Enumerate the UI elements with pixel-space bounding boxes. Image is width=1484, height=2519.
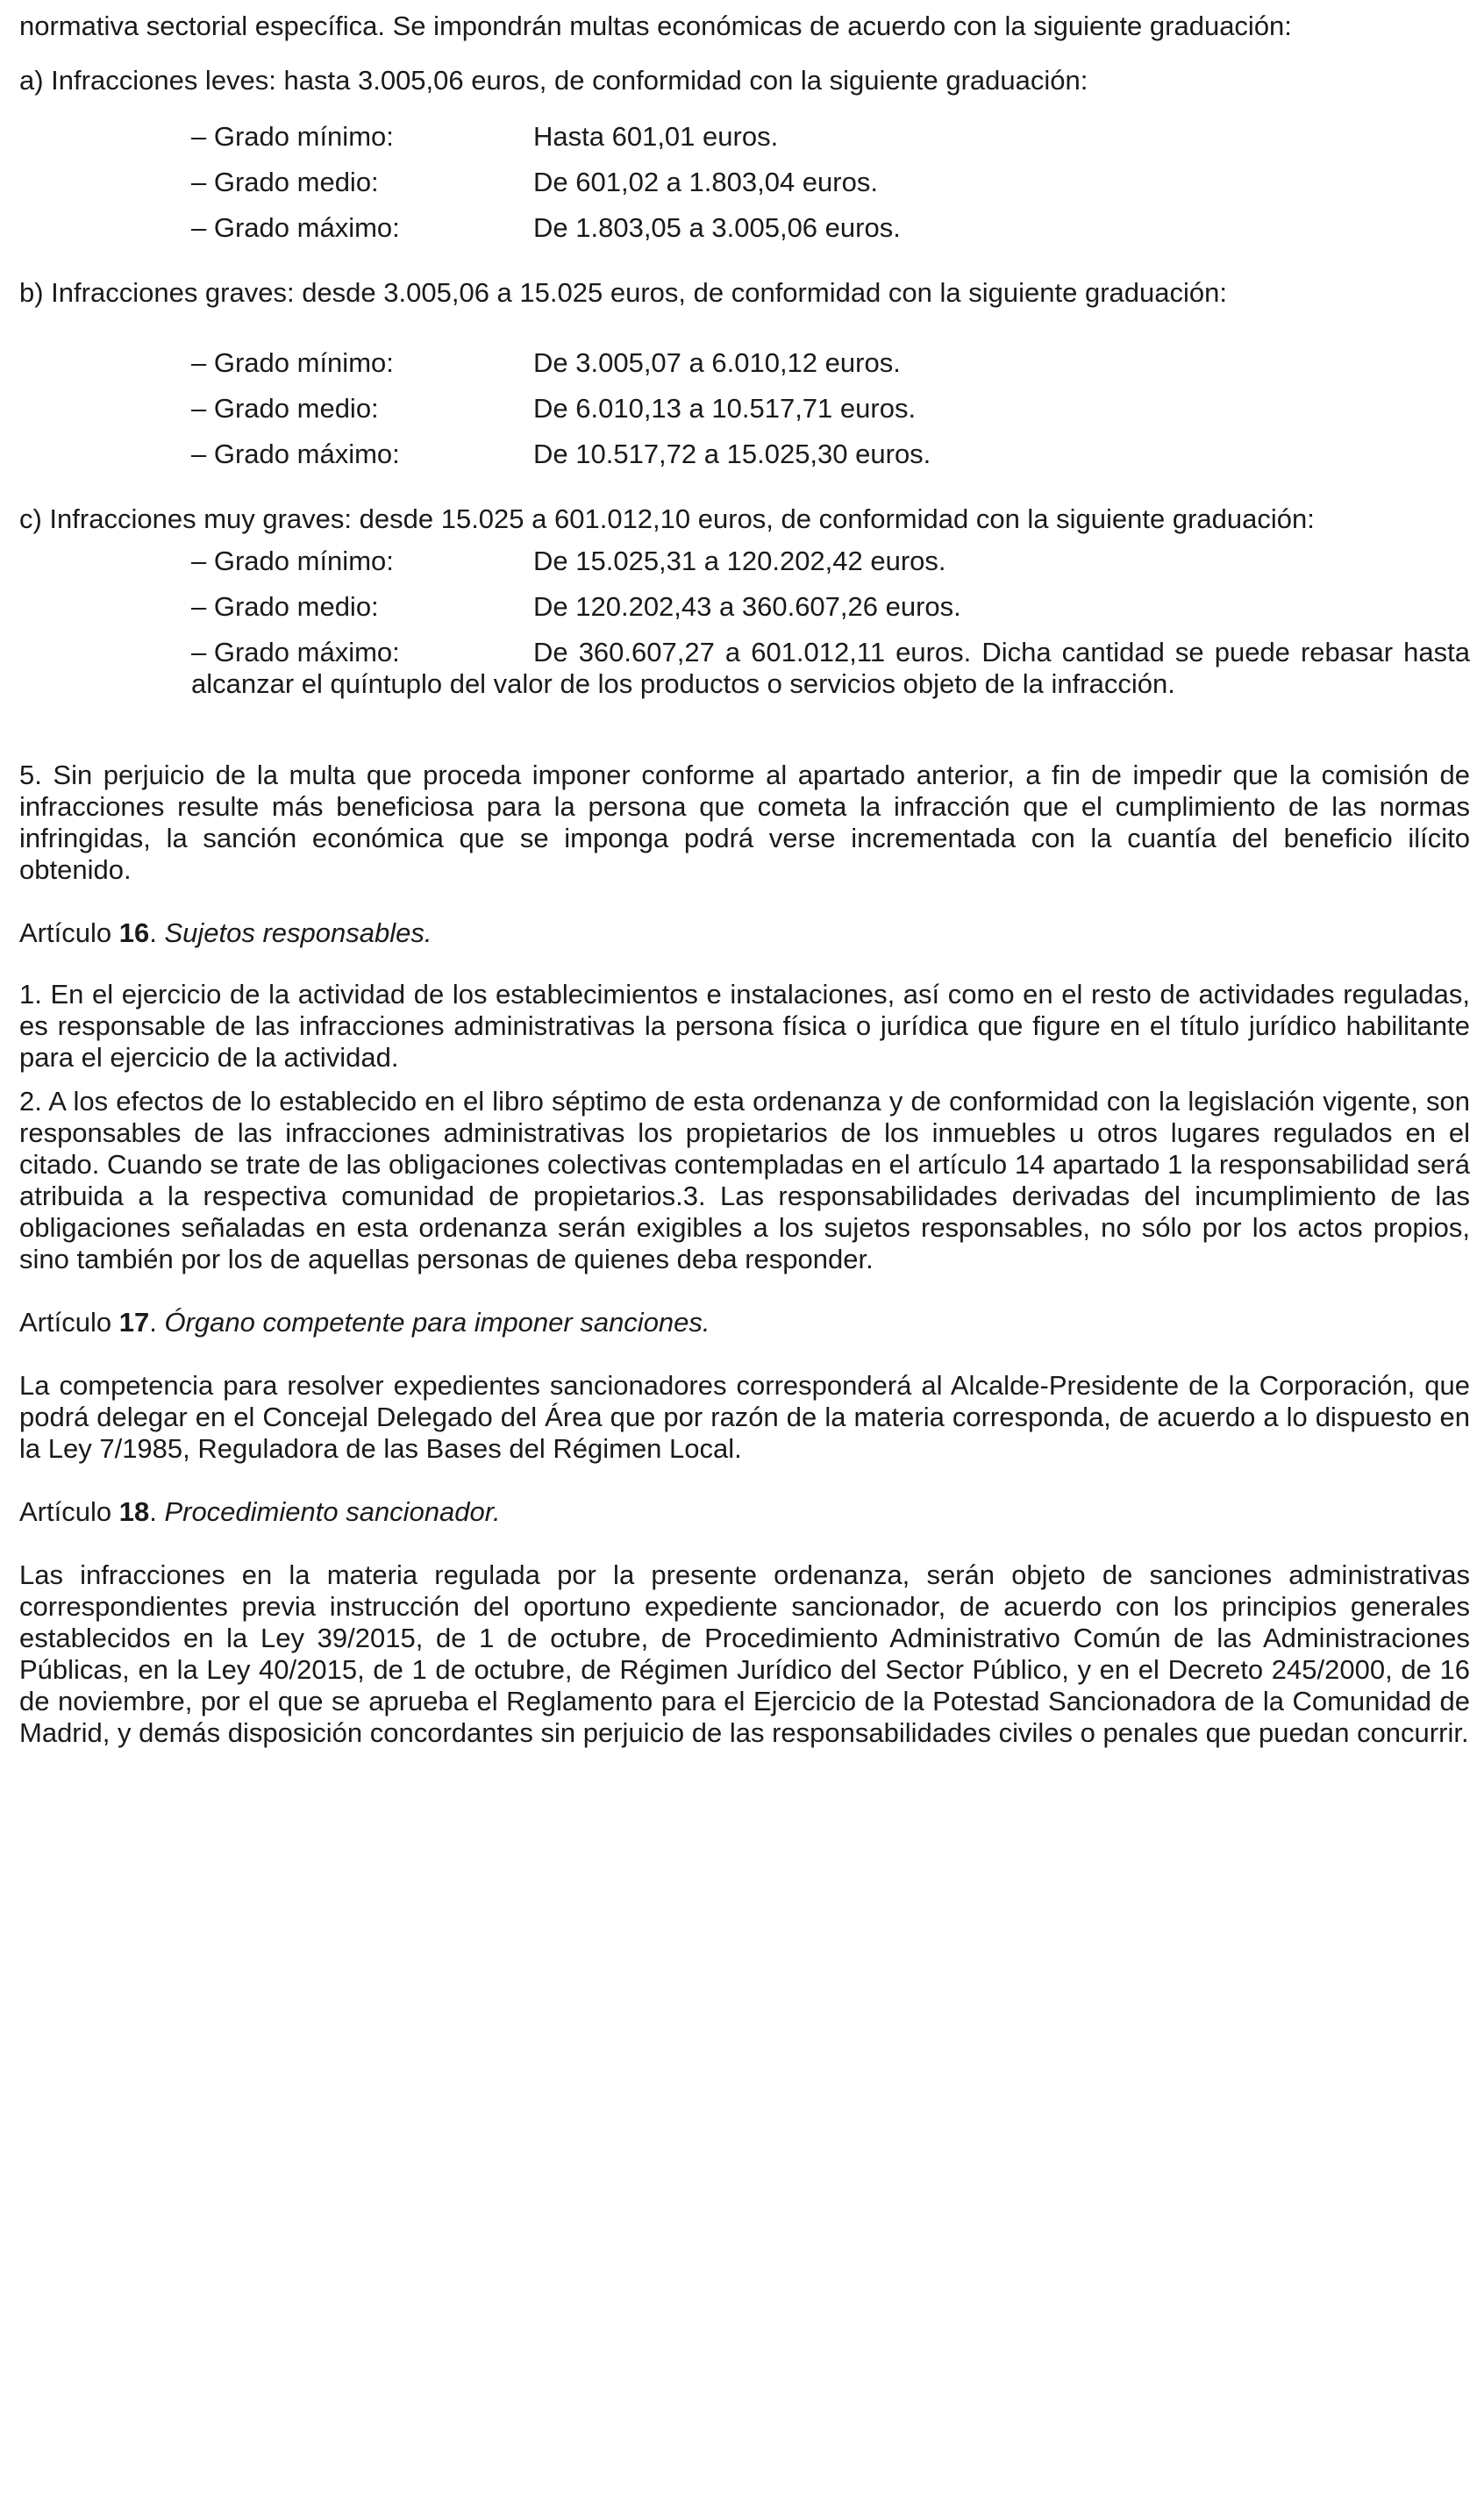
grade-label: – Grado máximo: [191, 637, 400, 667]
grade-label: – Grado máximo: [191, 212, 400, 243]
article-prefix: Artículo [19, 1307, 119, 1338]
infraction-c-grades [191, 546, 1470, 700]
grade-row [191, 546, 1470, 577]
article-title: Órgano competente para imponer sanciones. [164, 1307, 710, 1338]
article-17-paragraph-1: La competencia para resolver expedientes sancionadores corresponderá al Alcalde-Presidente de la Corporación, que podrá delegar en el Concejal Delegado del Área que por razón de la materia corresponda, de acuerdo a lo dispuesto en la Ley 7/1985, Reguladora de las Bases del Régimen Local. [19, 1370, 1470, 1464]
grade-value: De 15.025,31 a 120.202,42 euros. [533, 546, 946, 576]
grade-row [191, 121, 1470, 153]
grade-label: – Grado medio: [191, 591, 379, 622]
document-page [19, 11, 1470, 1749]
article-16-heading [19, 917, 1470, 949]
article-number: 16 [118, 917, 150, 948]
grade-row-wrapped [191, 637, 1470, 700]
article-18-paragraph-1: Las infracciones en la materia regulada por la presente ordenanza, serán objeto de sanciones administrativas correspondientes previa instrucción del oportuno expediente sancionador, de acuerdo con los principios generales establecidos en la Ley 39/2015, de 1 de octubre, de Procedimiento Administrativo Común de las Administraciones Públicas, en la Ley 40/2015, de 1 de octubre, de Régimen Jurídico del Sector Público, y en el Decreto 245/2000, de 16 de noviembre, por el que se aprueba el Reglamento para el Ejercicio de la Potestad Sancionadora de la Comunidad de Madrid, y demás disposición concordantes sin perjuicio de las responsabilidades civiles o penales que puedan concurrir. [19, 1559, 1470, 1748]
infraction-b-grades [191, 347, 1470, 470]
paragraph-5: 5. Sin perjuicio de la multa que proceda imponer conforme al apartado anterior, a fin de impedir que la comisión de infracciones resulte más beneficiosa para la persona que cometa la infracción que el cumplimiento de las normas infringidas, la sanción económica que se imponga podrá verse incrementada con la cuantía del beneficio ilícito obtenido. [19, 760, 1470, 885]
grade-value: De 3.005,07 a 6.010,12 euros. [533, 347, 901, 378]
article-separator: . [149, 1307, 165, 1338]
grade-value: De 10.517,72 a 15.025,30 euros. [533, 439, 931, 469]
article-18-heading [19, 1496, 1470, 1528]
article-number: 18 [118, 1496, 150, 1527]
grade-label: – Grado medio: [191, 393, 379, 424]
article-separator: . [149, 1496, 165, 1527]
article-17-heading [19, 1307, 1470, 1338]
grade-label: – Grado máximo: [191, 439, 400, 469]
grade-label: – Grado medio: [191, 167, 379, 197]
article-separator: . [149, 917, 165, 948]
article-number: 17 [118, 1307, 150, 1338]
article-title: Procedimiento sancionador. [164, 1496, 501, 1527]
infraction-b-heading: b) Infracciones graves: desde 3.005,06 a 15.025 euros, de conformidad con la siguiente graduación: [19, 277, 1227, 308]
intro-paragraph: normativa sectorial específica. Se impondrán multas económicas de acuerdo con la siguiente graduación: [19, 11, 1292, 41]
grade-row [191, 439, 1470, 470]
grade-row [191, 347, 1470, 379]
grade-row [191, 591, 1470, 623]
infraction-a-grades [191, 121, 1470, 244]
article-title: Sujetos responsables. [164, 917, 432, 948]
grade-value: Hasta 601,01 euros. [533, 121, 779, 152]
grade-value: De 6.010,13 a 10.517,71 euros. [533, 393, 917, 424]
grade-value: De 120.202,43 a 360.607,26 euros. [533, 591, 961, 622]
grade-label: – Grado mínimo: [191, 121, 394, 152]
grade-label: – Grado mínimo: [191, 546, 394, 576]
grade-row [191, 212, 1470, 244]
grade-row [191, 167, 1470, 198]
grade-row [191, 393, 1470, 425]
grade-value: De 601,02 a 1.803,04 euros. [533, 167, 878, 197]
grade-label: – Grado mínimo: [191, 347, 394, 378]
grade-value: De 1.803,05 a 3.005,06 euros. [533, 212, 901, 243]
article-prefix: Artículo [19, 917, 119, 948]
infraction-c-heading: c) Infracciones muy graves: desde 15.025 a 601.012,10 euros, de conformidad con la siguiente graduación: [19, 503, 1315, 534]
article-prefix: Artículo [19, 1496, 119, 1527]
grade-row [191, 637, 1470, 700]
article-16-paragraph-2: 2. A los efectos de lo establecido en el libro séptimo de esta ordenanza y de conformidad con la legislación vigente, son responsables de las infracciones administrativas los propietarios de los inmuebles u otros lugares regulados en el citado. Cuando se trate de las obligaciones colectivas contempladas en el artículo 14 apartado 1 la responsabilidad será atribuida a la respectiva comunidad de propietarios.3. Las responsabilidades derivadas del incumplimiento de las obligaciones señaladas en esta ordenanza serán exigibles a los sujetos responsables, no sólo por los actos propios, sino también por los de aquellas personas de quienes deba responder. [19, 1086, 1470, 1274]
article-16-paragraph-1: 1. En el ejercicio de la actividad de los establecimientos e instalaciones, así como en el resto de actividades reguladas, es responsable de las infracciones administrativas la persona física o jurídica que figure en el título jurídico habilitante para el ejercicio de la actividad. [19, 979, 1470, 1073]
grade-value: De 360.607,27 a 601.012,11 euros. Dicha cantidad se puede rebasar hasta alcanzar el quíntuplo del valor de los productos o servicios objeto de la infracción. [191, 637, 1470, 699]
infraction-a-heading: a) Infracciones leves: hasta 3.005,06 euros, de conformidad con la siguiente graduación: [19, 65, 1088, 96]
